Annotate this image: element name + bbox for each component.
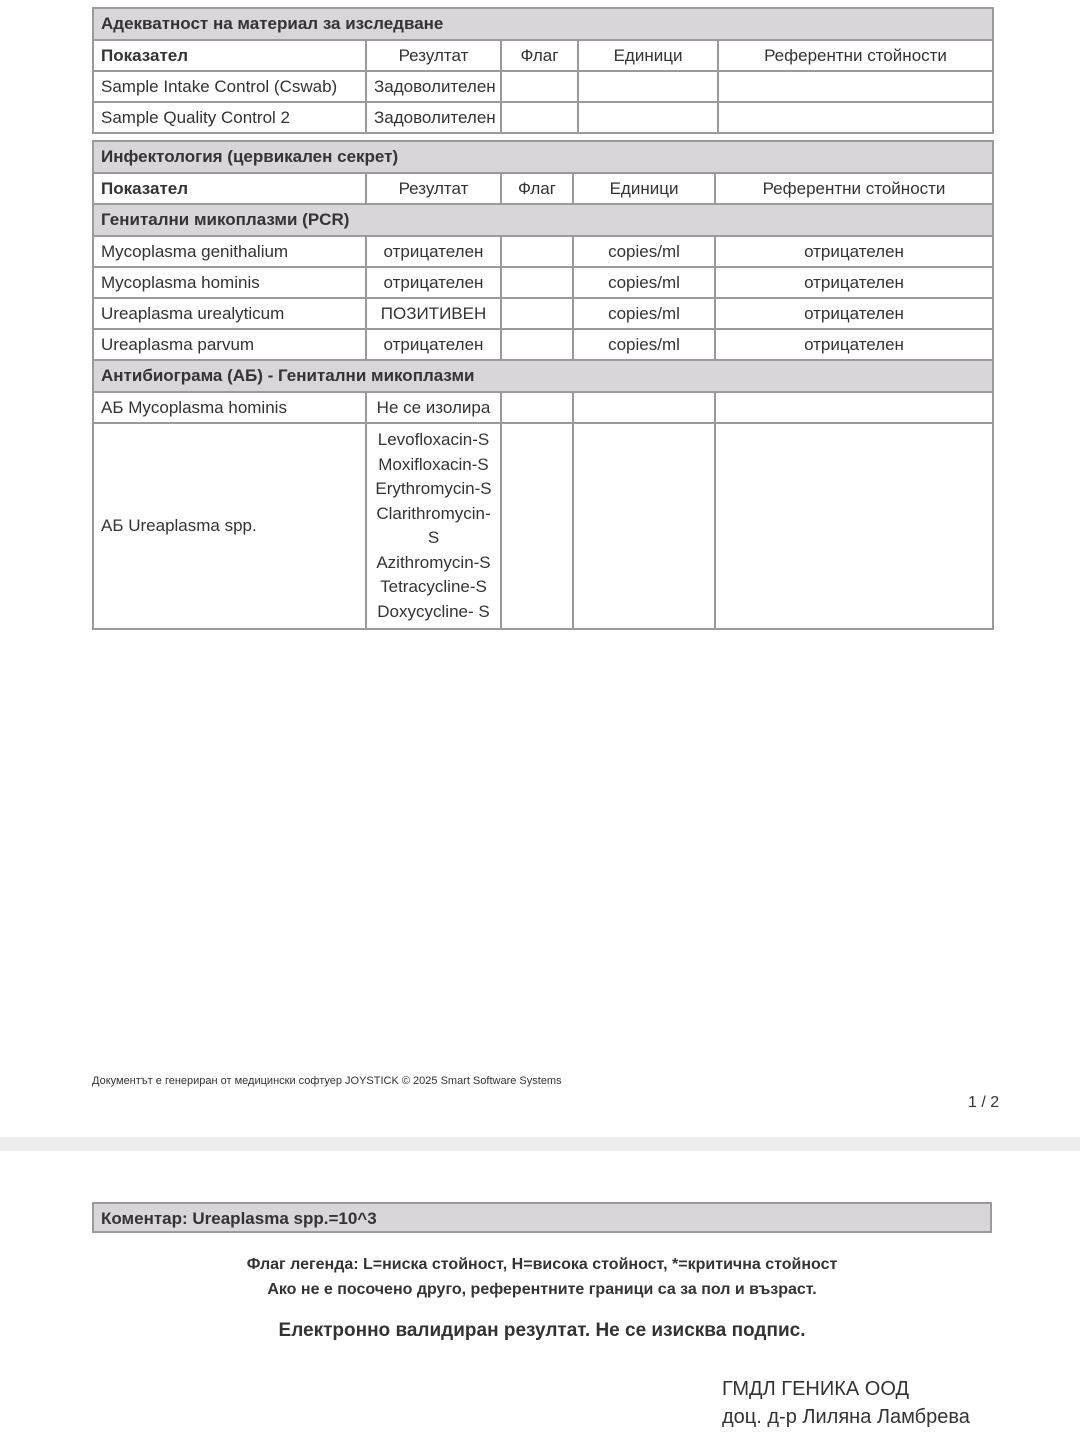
- software-note: Документът е генериран от медицински софтуер JOYSTICK © 2025 Smart Software Systems: [92, 1075, 562, 1087]
- table-row: [93, 423, 993, 629]
- reference: отрицателен: [715, 329, 993, 360]
- section-title: Адекватност на материал за изследване: [93, 8, 993, 40]
- doctor-name: доц. д-р Лиляна Ламбрева: [722, 1406, 970, 1428]
- reference: отрицателен: [715, 267, 993, 298]
- antibiotic-result: Moxifloxacin-S: [378, 454, 489, 474]
- table-row: [93, 267, 993, 298]
- page-separator: [0, 1137, 1080, 1151]
- antibiotic-result: Doxycycline- S: [377, 601, 490, 621]
- column-header-row: [93, 173, 993, 204]
- units: copies/ml: [573, 267, 715, 298]
- indicator: Ureaplasma urealyticum: [93, 298, 366, 329]
- header-units: Единици: [573, 173, 715, 204]
- header-result: Резултат: [366, 173, 501, 204]
- antibiogram-results: [366, 423, 501, 629]
- validation-note: Електронно валидиран резултат. Не се изисква подпис.: [278, 1320, 806, 1341]
- section-title: Инфектология (цервикален секрет): [93, 141, 993, 173]
- units: copies/ml: [573, 329, 715, 360]
- indicator: Sample Intake Control (Cswab): [93, 71, 366, 102]
- header-indicator: Показател: [93, 173, 366, 204]
- indicator: Ureaplasma parvum: [93, 329, 366, 360]
- antibiotic-result: Erythromycin-S: [375, 479, 492, 498]
- result: отрицателен: [366, 329, 501, 360]
- table-row: [93, 298, 993, 329]
- units: copies/ml: [573, 236, 715, 267]
- lab-name: ГМДЛ ГЕНИКА ООД: [722, 1378, 910, 1400]
- page-number: 1 / 2: [968, 1094, 1000, 1111]
- indicator: АБ Mycoplasma hominis: [93, 392, 366, 423]
- result: Задоволителен: [366, 102, 501, 133]
- table-row: [93, 392, 993, 423]
- indicator: Sample Quality Control 2: [93, 102, 366, 133]
- table-row: [93, 102, 993, 133]
- result: Задоволителен: [366, 71, 501, 102]
- indicator: Mycoplasma hominis: [93, 267, 366, 298]
- result: ПОЗИТИВЕН: [366, 298, 501, 329]
- antibiotic-result: Clarithromycin-S: [376, 503, 491, 547]
- header-units: Единици: [578, 40, 718, 71]
- header-flag: Флаг: [501, 173, 573, 204]
- flag-legend: Флаг легенда: L=ниска стойност, H=висока стойност, *=критична стойност: [246, 1256, 838, 1273]
- antibiotic-result: Levofloxacin-S: [377, 430, 490, 449]
- header-flag: Флаг: [501, 40, 578, 71]
- result: отрицателен: [366, 236, 501, 267]
- subsection-title: Генитални микоплазми (PCR): [93, 204, 993, 236]
- result: Не се изолира: [366, 392, 501, 423]
- header-reference: Референтни стойности: [715, 173, 993, 204]
- header-indicator: Показател: [93, 40, 366, 71]
- antibiotic-result: Azithromycin-S: [376, 552, 491, 572]
- reference: отрицателен: [715, 298, 993, 329]
- table-row: [93, 329, 993, 360]
- comment-box: Коментар: Ureaplasma spp.=10^3: [92, 1202, 992, 1233]
- reference-note: Ако не е посочено друго, референтните граници са за пол и възраст.: [267, 1281, 817, 1298]
- table-row: [93, 236, 993, 267]
- antibiotic-result: Tetracycline-S: [380, 577, 487, 596]
- indicator: АБ Ureaplasma spp.: [93, 423, 366, 629]
- indicator: Mycoplasma genithalium: [93, 236, 366, 267]
- reference: отрицателен: [715, 236, 993, 267]
- subsection-title: Антибиограма (АБ) - Генитални микоплазми: [93, 360, 993, 392]
- table-row: [93, 71, 993, 102]
- result: отрицателен: [366, 267, 501, 298]
- infectology-table: [92, 140, 994, 630]
- adequacy-table: [92, 7, 994, 134]
- header-result: Резултат: [366, 40, 501, 71]
- column-header-row: [93, 40, 993, 71]
- units: copies/ml: [573, 298, 715, 329]
- header-reference: Референтни стойности: [718, 40, 993, 71]
